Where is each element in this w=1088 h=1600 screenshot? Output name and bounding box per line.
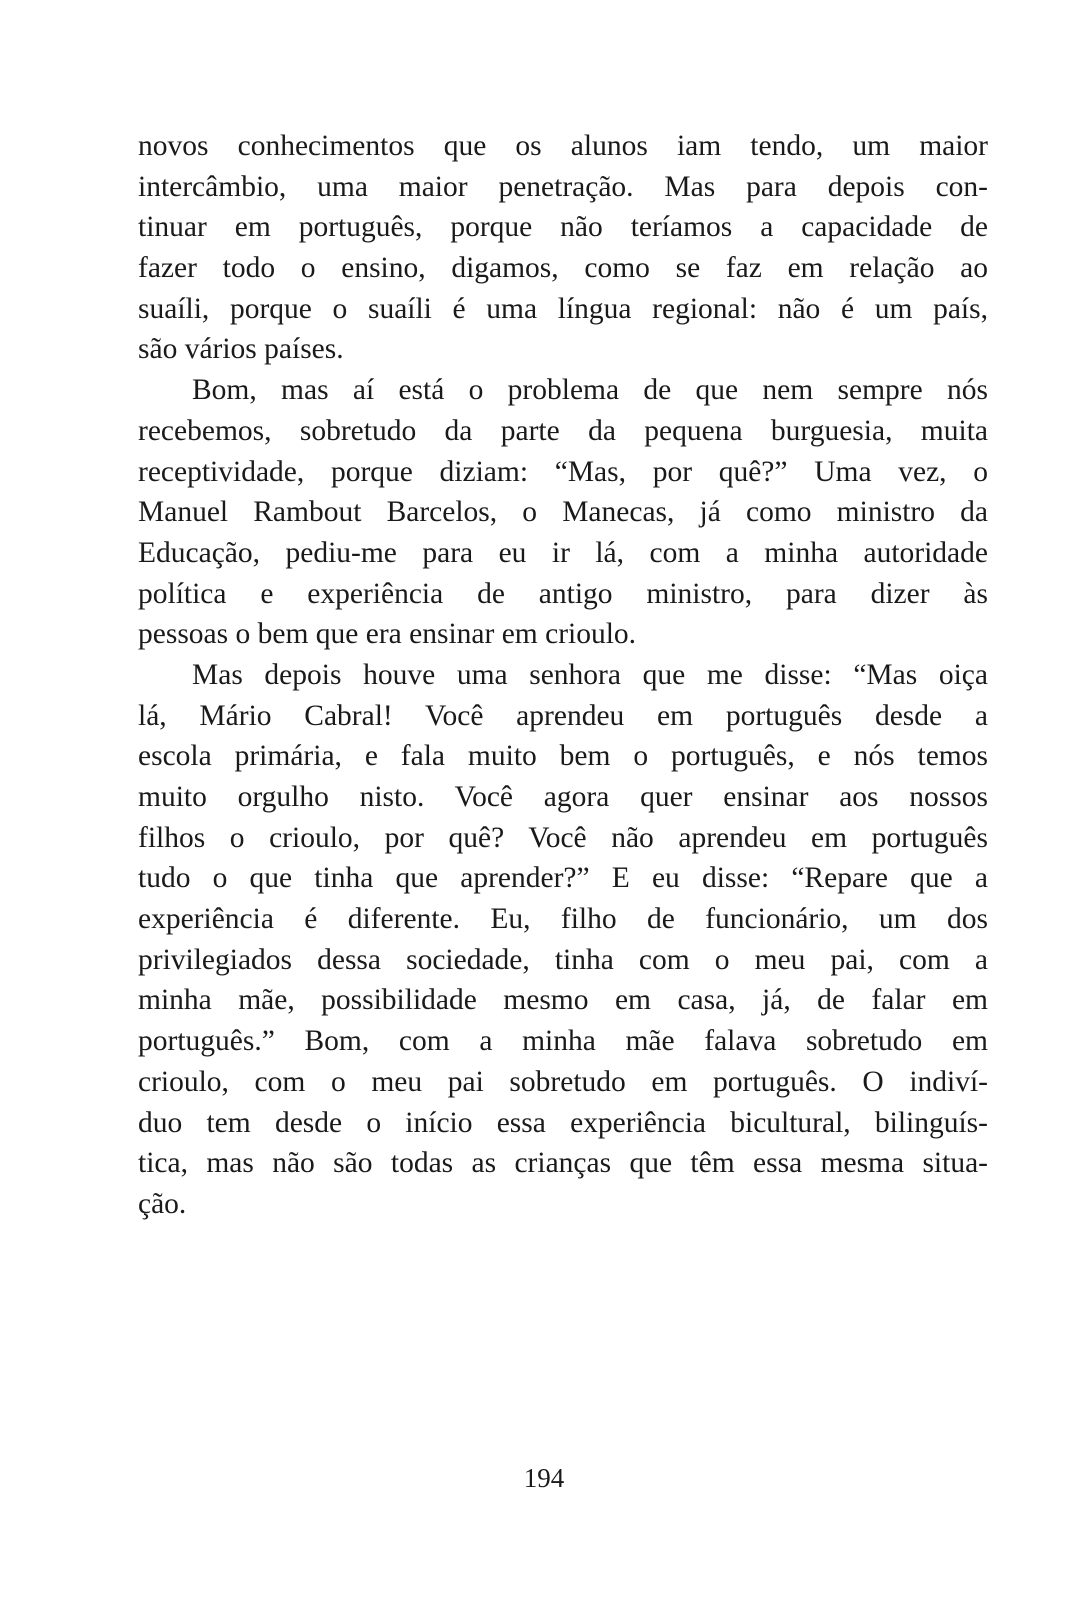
text-line: tica, mas não são todas as crianças que têm essa mesma situa- — [138, 1147, 988, 1180]
text-line: receptividade, porque diziam: “Mas, por quê?” Uma vez, o — [138, 455, 988, 488]
text-line: escola primária, e fala muito bem o português, e nós temos — [138, 740, 988, 773]
text-line: duo tem desde o início essa experiência bicultural, bilinguís- — [138, 1106, 988, 1139]
paragraph-3 — [138, 655, 988, 1225]
text-line: são vários países. — [138, 333, 344, 366]
text-line: filhos o crioulo, por quê? Você não aprendeu em português — [138, 821, 988, 854]
text-line: experiência é diferente. Eu, filho de funcionário, um dos — [138, 903, 988, 936]
paragraph-2 — [138, 370, 988, 655]
text-line: Educação, pediu-me para eu ir lá, com a minha autoridade — [138, 536, 988, 569]
text-line: tinuar em português, porque não teríamos a capacidade de — [138, 211, 988, 244]
text-line: ção. — [138, 1187, 187, 1220]
text-line: privilegiados dessa sociedade, tinha com o meu pai, com a — [138, 943, 988, 976]
text-line: lá, Mário Cabral! Você aprendeu em português desde a — [138, 699, 988, 732]
text-line: fazer todo o ensino, digamos, como se faz em relação ao — [138, 252, 988, 285]
text-line: muito orgulho nisto. Você agora quer ensinar aos nossos — [138, 781, 988, 813]
text-line: tudo o que tinha que aprender?” E eu disse: “Repare que a — [138, 862, 988, 895]
text-line: intercâmbio, uma maior penetração. Mas para depois con- — [138, 170, 988, 203]
text-line: política e experiência de antigo ministro, para dizer às — [138, 577, 988, 610]
text-line: minha mãe, possibilidade mesmo em casa, já, de falar em — [138, 984, 988, 1017]
text-line: pessoas o bem que era ensinar em crioulo. — [138, 618, 637, 651]
text-line: suaíli, porque o suaíli é uma língua regional: não é um país, — [138, 292, 988, 325]
text-line: Mas depois houve uma senhora que me disse: “Mas oiça — [192, 658, 988, 691]
text-line: Manuel Rambout Barcelos, o Manecas, já como ministro da — [138, 496, 988, 529]
body-text — [138, 126, 988, 1225]
text-line: Bom, mas aí está o problema de que nem sempre nós — [192, 374, 988, 407]
text-line: português.” Bom, com a minha mãe falava sobretudo em — [138, 1025, 988, 1058]
paragraph-1 — [138, 126, 988, 370]
page-number: 194 — [523, 1463, 565, 1493]
text-line: crioulo, com o meu pai sobretudo em português. O indiví- — [138, 1065, 988, 1098]
text-line: recebemos, sobretudo da parte da pequena burguesia, muita — [138, 414, 988, 447]
text-line: novos conhecimentos que os alunos iam tendo, um maior — [138, 130, 988, 162]
